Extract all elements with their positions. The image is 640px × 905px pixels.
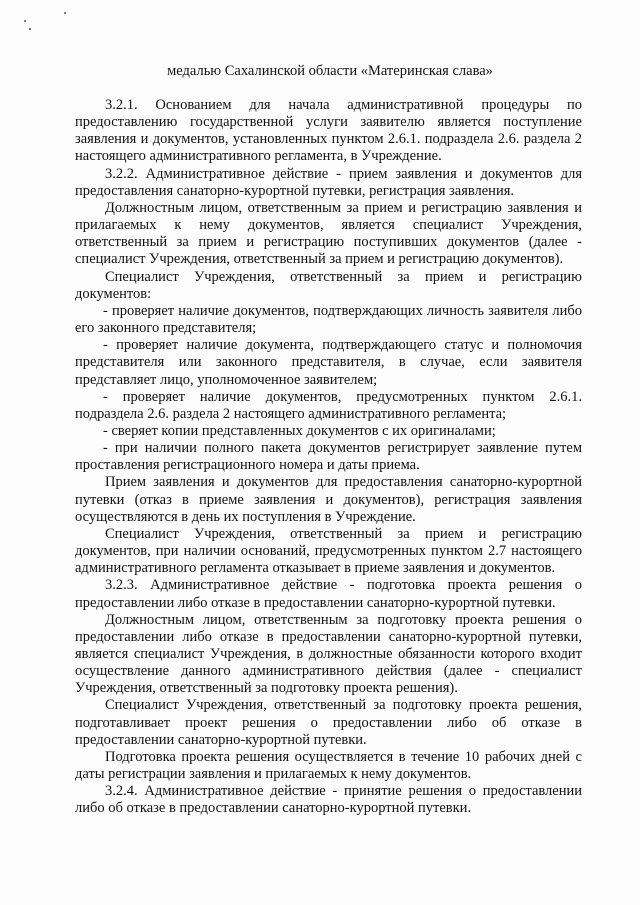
- paragraph-responsible-reception: Должностным лицом, ответственным за прием и регистрацию заявления и прилагаемых к нему документов, является специалист Учреждения, ответственный за прием и регистрацию поступивших документов (далее - специалист Учреждения, ответственный за прием и регистрацию документов).: [75, 199, 582, 268]
- scan-specks: [20, 6, 80, 46]
- paragraph-draft-deadline: Подготовка проекта решения осуществляется в течение 10 рабочих дней с даты регистрации заявления и прилагаемых к нему документов.: [75, 748, 582, 783]
- paragraph-responsible-draft: Должностным лицом, ответственным за подготовку проекта решения о предоставлении либо отказе в предоставлении санаторно-курортной путевки, является специалист Учреждения, в должностные обязанности которого входит осуществление данного административного действия (далее - специалист Учреждения, ответственный за подготовку проекта решения).: [75, 611, 582, 697]
- paragraph-same-day-registration: Прием заявления и документов для предоставления санаторно-курортной путевки (отказ в приеме заявления и документов), регистрация заявления осуществляются в день их поступления в Учреждение.: [75, 474, 582, 525]
- paragraph-3-2-3: 3.2.3. Административное действие - подготовка проекта решения о предоставлении либо отказе в предоставлении санаторно-курортной путевки.: [75, 577, 582, 611]
- list-item-registration: - при наличии полного пакета документов регистрирует заявление путем проставления регистрационного номера и даты приема.: [75, 440, 582, 474]
- paragraph-draft-preparation: Специалист Учреждения, ответственный за подготовку проекта решения, подготавливает проект решения о предоставлении либо об отказе в предоставлении санаторно-курортной путевки.: [75, 697, 582, 748]
- list-item-identity-check: - проверяет наличие документов, подтверждающих личность заявителя либо его законного представителя;: [75, 302, 582, 337]
- paragraph-3-2-2: 3.2.2. Административное действие - прием заявления и документов для предоставления санаторно-курортной путевки, регистрация заявления.: [75, 165, 582, 199]
- document-body: [75, 97, 582, 818]
- paragraph-3-2-1: 3.2.1. Основанием для начала административной процедуры по предоставлению государственной услуги заявителю является поступление заявления и документов, установленных пунктом 2.6.1. подраздела 2.6. раздела 2 настоящего административного регламента, в Учреждение.: [75, 97, 582, 165]
- paragraph-3-2-4: 3.2.4. Административное действие - принятие решения о предоставлении либо об отказе в предоставлении санаторно-курортной путевки.: [75, 783, 582, 817]
- list-item-authority-check: - проверяет наличие документа, подтверждающего статус и полномочия представителя или законного представителя, в случае, если заявителя представляет лицо, уполномоченное заявителем;: [75, 337, 582, 388]
- scan-speck: [64, 12, 66, 14]
- paragraph-specialist-duties: Специалист Учреждения, ответственный за прием и регистрацию документов:: [75, 268, 582, 302]
- scan-speck: [29, 28, 31, 30]
- running-header: медалью Сахалинской области «Материнская слава»: [167, 63, 493, 79]
- list-item-documents-check: - проверяет наличие документов, предусмотренных пунктом 2.6.1. подраздела 2.6. раздела 2 настоящего административного регламента;: [75, 388, 582, 422]
- list-item-copies-check: - сверяет копии представленных документов с их оригиналами;: [103, 422, 496, 439]
- scan-speck: [24, 20, 26, 22]
- paragraph-refusal-grounds: Специалист Учреждения, ответственный за прием и регистрацию документов, при наличии оснований, предусмотренных пунктом 2.7 настоящего административного регламента отказывает в приеме заявления и документов.: [75, 525, 582, 577]
